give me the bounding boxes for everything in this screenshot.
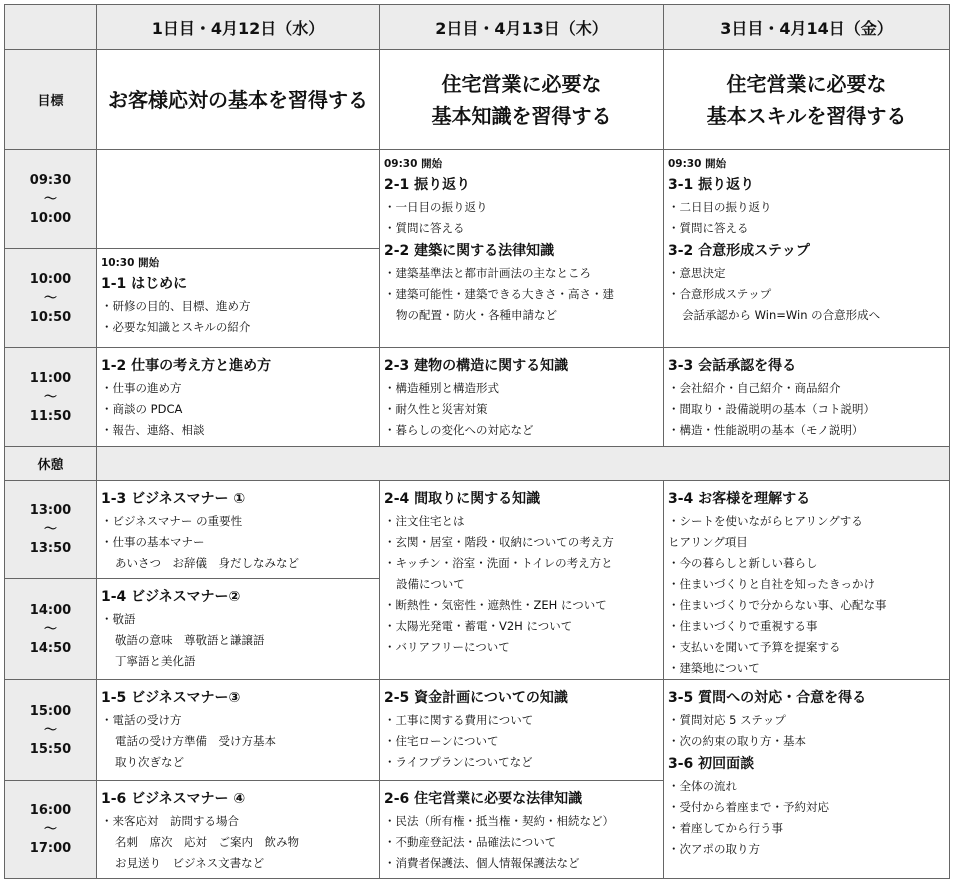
list-item: ・ 工事に関する費用について [384, 710, 659, 731]
section-title: 2-4 間取りに関する知識 [384, 491, 541, 507]
list-item: ・ ライフプランについてなど [384, 752, 659, 773]
day2-session-2-5 [380, 680, 664, 781]
list-item: ・ 耐久性と災害対策 [384, 399, 659, 420]
list-subitem: 丁寧語と美化語 [115, 654, 196, 668]
break-label: 休憩 [5, 447, 97, 481]
list-item: ・ 受付から着座まで・予約対応 [668, 797, 945, 818]
list-item-continued: 設備について [396, 577, 465, 591]
day3-session-3-3 [664, 348, 950, 447]
list-item-continued: 物の配置・防火・各種申請など [396, 308, 557, 322]
list-item: ・ 全体の流れ [668, 776, 945, 797]
goal-label: 目標 [5, 50, 97, 150]
day2-start-time: 09:30 開始 [384, 158, 443, 170]
section-title: 1-6 ビジネスマナー ④ [101, 791, 246, 807]
list-subitem: 取り次ぎなど [115, 755, 184, 769]
list-item: ・ 研修の目的、目標、進め方 [101, 296, 375, 317]
section-title: 2-3 建物の構造に関する知識 [384, 358, 569, 374]
day3-session-3-4 [664, 481, 950, 680]
day3-morning-block [664, 150, 950, 348]
list-item: ・ 構造・性能説明の基本（モノ説明） [668, 420, 945, 441]
header-row [5, 5, 950, 50]
section-title: 2-5 資金計画についての知識 [384, 690, 568, 706]
day1-session-1-4 [97, 579, 380, 680]
day1-session-1-1 [97, 249, 380, 348]
list-item: ・ 質問対応 5 ステップ [668, 710, 945, 731]
day2-session-2-4 [380, 481, 664, 680]
list-item: ・ 住宅ローンについて [384, 731, 659, 752]
list-item: ・ 住まいづくりで分からない事、心配な事 [668, 595, 945, 616]
goal-row [5, 50, 950, 150]
section-title: 2-1 振り返り [384, 177, 471, 193]
day2-session-2-6 [380, 781, 664, 879]
list-item: ・ 注文住宅とは [384, 511, 659, 532]
list-item: ・ ビジネスマナー の重要性 [101, 511, 375, 532]
section-title: 1-4 ビジネスマナー② [101, 589, 241, 605]
list-item-continued: ヒアリング項目 [668, 535, 748, 549]
day1-goal: お客様応対の基本を習得する [97, 50, 380, 150]
list-item: ・ シートを使いながらヒアリングする [668, 511, 945, 532]
list-item: ・ 質問に答える [384, 218, 659, 239]
day3-start-time: 09:30 開始 [668, 158, 727, 170]
day3-afternoon-block [664, 680, 950, 879]
day2-goal-line1: 住宅営業に必要な [441, 71, 602, 96]
time-row-0930 [5, 150, 950, 249]
list-item: ・ 今の暮らしと新しい暮らし [668, 553, 945, 574]
section-title: 3-6 初回面談 [668, 756, 755, 772]
day2-goal-line2: 基本知識を習得する [431, 103, 612, 128]
section-title: 1-3 ビジネスマナー ① [101, 491, 246, 507]
list-item: ・ 合意形成ステップ [668, 284, 945, 305]
list-item: ・ 一日目の振り返り [384, 197, 659, 218]
day1-session-1-6 [97, 781, 380, 879]
list-item: ・ 意思決定 [668, 263, 945, 284]
list-item: ・ 間取り・設備説明の基本（コト説明） [668, 399, 945, 420]
list-item: ・ 建築基準法と都市計画法の主なところ [384, 263, 659, 284]
time-label-1000: 10:00 〜 10:50 [5, 249, 97, 348]
time-label-1600: 16:00 〜 17:00 [5, 781, 97, 879]
list-item: ・ 報告、連絡、相談 [101, 420, 375, 441]
time-row-1500 [5, 680, 950, 781]
list-item: ・ 住まいづくりで重視する事 [668, 616, 945, 637]
section-title: 1-1 はじめに [101, 276, 188, 292]
list-subitem: あいさつ お辞儀 身だしなみなど [115, 556, 299, 570]
section-title: 3-4 お客様を理解する [668, 491, 811, 507]
list-item: ・ 建築可能性・建築できる大きさ・高さ・建 [384, 284, 659, 305]
day1-session-1-3 [97, 481, 380, 579]
list-subitem: 電話の受け方準備 受け方基本 [115, 734, 276, 748]
time-label-1300: 13:00 〜 13:50 [5, 481, 97, 579]
day3-goal [664, 50, 950, 150]
list-item: ・ キッチン・浴室・洗面・トイレの考え方と [384, 553, 659, 574]
list-item: ・ 住まいづくりと自社を知ったきっかけ [668, 574, 945, 595]
list-item: ・ 断熱性・気密性・遮熱性・ZEH について [384, 595, 659, 616]
list-item: ・ 消費者保護法、個人情報保護法など [384, 853, 659, 874]
section-title: 3-5 質問への対応・合意を得る [668, 690, 867, 706]
section-title: 1-5 ビジネスマナー③ [101, 690, 241, 706]
list-subitem: 名刺 席次 応対 ご案内 飲み物 [115, 835, 299, 849]
day1-session-1-5 [97, 680, 380, 781]
list-item: ・ 二日目の振り返り [668, 197, 945, 218]
section-title: 3-2 合意形成ステップ [668, 243, 810, 259]
list-item: ・ 電話の受け方 [101, 710, 375, 731]
list-subitem: 会話承認から Win=Win の合意形成へ [682, 308, 881, 322]
list-item: ・ 質問に答える [668, 218, 945, 239]
list-item: ・ 不動産登記法・品確法について [384, 832, 659, 853]
list-item: ・ 仕事の進め方 [101, 378, 375, 399]
section-title: 2-6 住宅営業に必要な法律知識 [384, 791, 583, 807]
day3-goal-line1: 住宅営業に必要な [726, 71, 887, 96]
list-item: ・ 太陽光発電・蓄電・V2H について [384, 616, 659, 637]
list-item: ・ 会社紹介・自己紹介・商品紹介 [668, 378, 945, 399]
list-item: ・ 玄関・居室・階段・収納についての考え方 [384, 532, 659, 553]
list-item: ・ 仕事の基本マナー [101, 532, 375, 553]
time-label-1400: 14:00 〜 14:50 [5, 579, 97, 680]
list-item: ・ バリアフリーについて [384, 637, 659, 658]
day2-morning-block [380, 150, 664, 348]
corner-cell [5, 5, 97, 50]
section-title: 2-2 建築に関する法律知識 [384, 243, 555, 259]
day1-start-time: 10:30 開始 [101, 257, 160, 269]
list-item: ・ 商談の PDCA [101, 399, 375, 420]
list-subitem: お見送り ビジネス文書など [115, 856, 265, 870]
list-item: ・ 民法（所有権・抵当権・契約・相続など） [384, 811, 659, 832]
time-label-1500: 15:00 〜 15:50 [5, 680, 97, 781]
day2-session-2-3 [380, 348, 664, 447]
section-title: 3-1 振り返り [668, 177, 755, 193]
day1-empty-slot [97, 150, 380, 249]
day1-header: 1日目・4月12日（水） [97, 5, 380, 50]
day3-header: 3日目・4月14日（金） [664, 5, 950, 50]
time-label-1100: 11:00 〜 11:50 [5, 348, 97, 447]
list-item: ・ 暮らしの変化への対応など [384, 420, 659, 441]
training-schedule-table [4, 4, 950, 879]
break-band [97, 447, 950, 481]
list-item: ・ 次の約束の取り方・基本 [668, 731, 945, 752]
list-item: ・ 敬語 [101, 609, 375, 630]
day2-goal [380, 50, 664, 150]
time-label-0930: 09:30 〜 10:00 [5, 150, 97, 249]
section-title: 3-3 会話承認を得る [668, 358, 797, 374]
time-row-1300 [5, 481, 950, 579]
list-item: ・ 必要な知識とスキルの紹介 [101, 317, 375, 338]
list-item: ・ 建築地について [668, 658, 945, 679]
day1-session-1-2 [97, 348, 380, 447]
list-item: ・ 構造種別と構造形式 [384, 378, 659, 399]
day3-goal-line2: 基本スキルを習得する [706, 103, 907, 128]
time-row-1100 [5, 348, 950, 447]
list-item: ・ 来客応対 訪問する場合 [101, 811, 375, 832]
list-item: ・ 支払いを聞いて予算を提案する [668, 637, 945, 658]
section-title: 1-2 仕事の考え方と進め方 [101, 358, 272, 374]
list-item: ・ 次アポの取り方 [668, 839, 945, 860]
list-item: ・ 着座してから行う事 [668, 818, 945, 839]
break-row [5, 447, 950, 481]
list-subitem: 敬語の意味 尊敬語と謙譲語 [115, 633, 265, 647]
day2-header: 2日目・4月13日（木） [380, 5, 664, 50]
